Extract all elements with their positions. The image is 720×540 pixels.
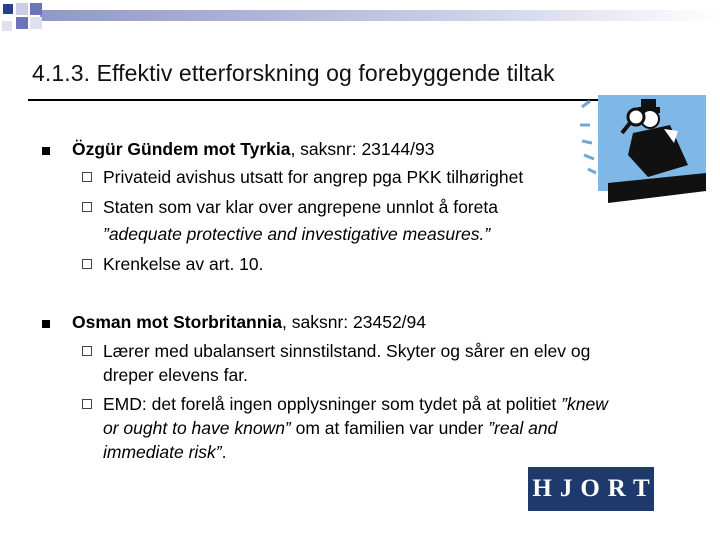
bullet-marker xyxy=(42,147,50,155)
hjort-logo: HJORT xyxy=(528,467,654,511)
case-point-quote: ”adequate protective and investigative measures.” xyxy=(103,224,491,244)
sub-bullet-marker xyxy=(82,172,92,182)
text-run-italic: or ought to have known” xyxy=(103,418,291,438)
case-point-continued: dreper elevens far. xyxy=(103,365,248,385)
sub-bullet-marker xyxy=(82,259,92,269)
case-reference: , saksnr: 23144/93 xyxy=(290,139,435,159)
text-run: om at familien var under xyxy=(290,418,489,438)
text-run: . xyxy=(221,442,227,462)
case-heading xyxy=(72,312,426,333)
case-name: Osman mot Storbritannia xyxy=(72,312,283,332)
text-run: EMD: det forelå ingen opplysninger som tydet på at politiet xyxy=(103,394,562,414)
case-reference: , saksnr: 23452/94 xyxy=(282,312,427,332)
case-heading xyxy=(72,139,434,160)
sub-bullet-marker xyxy=(82,399,92,409)
slide-title: 4.1.3. Effektiv etterforskning og forebyggende tiltak xyxy=(32,60,555,86)
case-name: Özgür Gündem mot Tyrkia xyxy=(72,139,291,159)
case-point-continued xyxy=(103,442,227,463)
case-point: Krenkelse av art. 10. xyxy=(103,254,264,274)
case-point-continued xyxy=(103,418,557,439)
sub-bullet-marker xyxy=(82,202,92,212)
case-point: Lærer med ubalansert sinnstilstand. Skyter og sårer en elev og xyxy=(103,341,591,361)
sub-bullet-marker xyxy=(82,346,92,356)
text-run-italic: immediate risk” xyxy=(103,442,222,462)
case-point xyxy=(103,394,608,415)
case-point: Privateid avishus utsatt for angrep pga PKK tilhørighet xyxy=(103,167,524,187)
text-run-italic: ”knew xyxy=(561,394,608,414)
bullet-marker xyxy=(42,320,50,328)
case-point: Staten som var klar over angrepene unnlot å foreta xyxy=(103,197,498,217)
text-run-italic: ”real and xyxy=(488,418,558,438)
